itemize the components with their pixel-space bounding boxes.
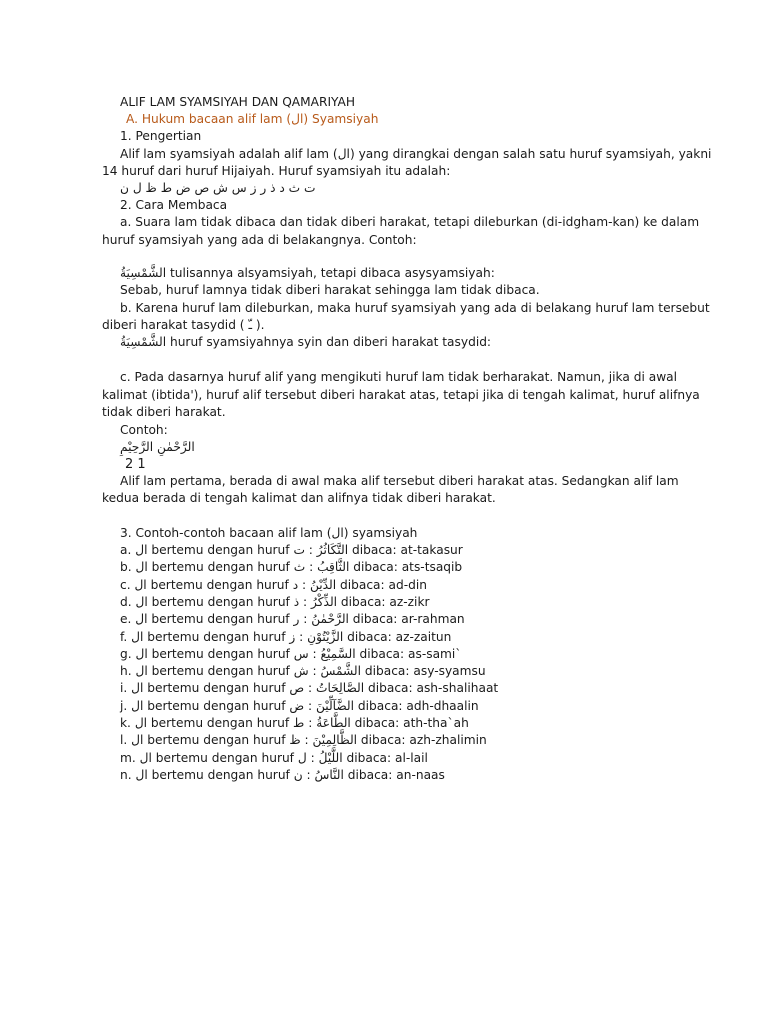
example-item-arabic-word: الدِّيْنُ <box>309 577 337 592</box>
example-item-letter-label: e. <box>120 612 136 627</box>
example-item-al: ال <box>139 750 152 765</box>
example-item-arabic-word: الذِّكْرُ <box>311 594 338 609</box>
example-item-al: ال <box>134 577 147 592</box>
example-item <box>120 593 430 611</box>
example-item-arabic-word: السَّمِيْعُ <box>320 646 356 661</box>
example-item-reading: dibaca: ath-tha`ah <box>350 716 469 730</box>
example-item-letter-label: a. <box>120 543 136 557</box>
example-item-reading: dibaca: at-takasur <box>348 543 463 557</box>
example-item-huruf: ث <box>293 560 306 575</box>
example-item-colon: : <box>299 594 312 609</box>
example-2-arabic: الشَّمْسِيَةُ <box>120 335 167 349</box>
example-2-text: huruf syamsiyahnya syin dan diberi harakat tasydid: <box>166 335 492 349</box>
example-item-huruf: ز <box>289 629 296 644</box>
example-item-colon: : <box>305 560 318 575</box>
example-item-letter-label: l. <box>120 733 132 748</box>
pengertian-heading: 1. Pengertian <box>120 129 202 143</box>
explanation-text-2: kedua berada di tengah kalimat dan alifnya tidak diberi harakat. <box>102 491 496 505</box>
example-item-colon: : <box>304 716 317 730</box>
example-item-letter-label: f. <box>120 629 132 644</box>
example-item-al: ال <box>135 612 148 627</box>
example-item-al: ال <box>131 629 144 644</box>
example-item-huruf: ش <box>293 664 309 679</box>
section-a-heading: A. Hukum bacaan alif lam (ال) Syamsiyah <box>126 112 379 126</box>
example-item-reading: dibaca: azh-zhalimin <box>357 733 487 748</box>
example-item-connector: bertemu dengan huruf <box>151 750 298 765</box>
example-item <box>120 645 461 663</box>
example-item-huruf: ن <box>293 767 303 782</box>
example-1-line <box>120 264 495 282</box>
example-item-connector: bertemu dengan huruf <box>147 594 294 609</box>
example-item-arabic-word: التَّكَاثُرُ <box>316 543 349 557</box>
example-item-huruf: ظ <box>289 733 301 748</box>
example-item-colon: : <box>308 664 321 679</box>
example-item-connector: bertemu dengan huruf <box>143 629 290 644</box>
pengertian-text-1: Alif lam syamsiyah adalah alif lam (ال) yang dirangkai dengan salah satu huruf syamsiyah, yakni <box>120 147 712 161</box>
example-item <box>120 610 465 628</box>
example-item-al: ال <box>134 716 148 730</box>
example-item-huruf: د <box>292 577 299 592</box>
syamsiyah-letters: ت ث د ذ ر ز س ش ص ض ط ظ ل ن <box>120 181 316 195</box>
example-item-arabic-word: الثَّاقِبُ <box>317 560 350 575</box>
example-item-colon: : <box>295 629 308 644</box>
example-item-connector: bertemu dengan huruf <box>143 698 290 713</box>
example-item-arabic-word: النَّاسُ <box>314 767 344 782</box>
example-item <box>120 749 428 767</box>
example-item-connector: bertemu dengan huruf <box>146 577 293 592</box>
doc-title: ALIF LAM SYAMSIYAH DAN QAMARIYAH <box>120 95 356 109</box>
example-item-letter-label: i. <box>120 681 132 696</box>
example-item-arabic-word: الضَّآلِّيْنَ <box>315 698 355 713</box>
example-item-huruf: ل <box>297 750 307 765</box>
example-item-reading: dibaca: ash-shalihaat <box>364 681 499 696</box>
example-item-reading: dibaca: asy-syamsu <box>361 664 486 679</box>
example-item <box>120 766 445 784</box>
example-item <box>120 541 463 559</box>
example-item <box>120 628 451 646</box>
example-3-numbers: 2 1 <box>125 457 146 472</box>
cara-c-text-1: c. Pada dasarnya huruf alif yang mengikuti huruf lam tidak berharakat. Namun, jika di awal <box>120 370 678 384</box>
example-2-line <box>120 333 491 351</box>
cara-a-text-2: huruf syamsiyah yang ada di belakangnya. Contoh: <box>102 233 417 247</box>
example-item-huruf: ذ <box>293 594 300 609</box>
example-item-colon: : <box>302 767 315 782</box>
example-item-colon: : <box>306 750 319 765</box>
example-item-reading: dibaca: ar-rahman <box>348 612 465 627</box>
example-item-colon: : <box>299 612 312 627</box>
example-item-arabic-word: الطَّاعَةُ <box>316 716 351 730</box>
example-item-huruf: ت <box>293 543 305 557</box>
example-1-text: tulisannya alsyamsiyah, tetapi dibaca asysyamsiyah: <box>166 266 495 280</box>
cara-c-text-2: kalimat (ibtida'), huruf alif tersebut diberi harakat atas, tetapi jika di tengah kalimat, huruf alifnya <box>102 388 700 402</box>
example-item-al: ال <box>135 543 148 557</box>
example-item-letter-label: c. <box>120 577 135 592</box>
example-item-colon: : <box>304 698 316 713</box>
example-item-colon: : <box>304 543 317 557</box>
example-item <box>120 576 427 594</box>
example-item-huruf: ط <box>293 716 305 730</box>
example-item-letter-label: g. <box>120 646 136 661</box>
example-item-al: ال <box>135 767 148 782</box>
cara-a-text-1: a. Suara lam tidak dibaca dan tidak diberi harakat, tetapi dileburkan (di-idgham-kan) ke dalam <box>120 215 700 229</box>
example-item-arabic-word: الظَّالِمِيْنَ <box>312 733 358 748</box>
example-item-arabic-word: الصَّالِحَاتُ <box>315 681 365 696</box>
example-item <box>120 731 487 749</box>
example-item-huruf: ر <box>293 612 300 627</box>
cara-b-text-2: diberi harakat tasydid ( ـّ ). <box>102 318 265 332</box>
example-item-connector: bertemu dengan huruf <box>147 716 294 730</box>
example-item-connector: bertemu dengan huruf <box>147 664 294 679</box>
example-item-connector: bertemu dengan huruf <box>147 646 294 661</box>
example-item-arabic-word: الرَّحْمٰنُ <box>311 612 349 627</box>
example-item-huruf: ص <box>289 681 305 696</box>
example-item-connector: bertemu dengan huruf <box>143 681 290 696</box>
example-item <box>120 679 498 697</box>
example-item-arabic-word: اللَّيْلُ <box>318 750 343 765</box>
example-item-letter-label: h. <box>120 664 136 679</box>
example-item-arabic-word: الشَّمْسُ <box>320 664 362 679</box>
example-item-reading: dibaca: as-sami` <box>355 646 462 661</box>
example-item-huruf: س <box>293 646 309 661</box>
example-item-al: ال <box>135 594 148 609</box>
example-item-colon: : <box>304 681 316 696</box>
cara-b-text-1: b. Karena huruf lam dileburkan, maka huruf syamsiyah yang ada di belakang huruf lam tersebut <box>120 301 710 315</box>
example-item-reading: dibaca: az-zikr <box>337 594 430 609</box>
example-item <box>120 714 469 732</box>
explanation-text-1: Alif lam pertama, berada di awal maka alif tersebut diberi harakat atas. Sedangkan alif lam <box>120 474 679 488</box>
example-item-arabic-word: الزَّيْتُوْنِ <box>307 629 344 644</box>
example-item-reading: dibaca: az-zaitun <box>343 629 452 644</box>
example-item-al: ال <box>131 733 144 748</box>
example-item-connector: bertemu dengan huruf <box>147 767 294 782</box>
example-item-al: ال <box>135 664 148 679</box>
example-item-letter-label: d. <box>120 594 136 609</box>
example-item-reading: dibaca: an-naas <box>343 767 445 782</box>
example-item-reading: dibaca: ats-tsaqib <box>349 560 463 575</box>
example-item-reading: dibaca: adh-dhaalin <box>354 698 479 713</box>
contoh-contoh-heading: 3. Contoh-contoh bacaan alif lam (ال) syamsiyah <box>120 526 418 540</box>
example-item-connector: bertemu dengan huruf <box>147 543 294 557</box>
example-item-huruf: ض <box>289 698 305 713</box>
example-item <box>120 697 479 715</box>
example-item-connector: bertemu dengan huruf <box>147 612 294 627</box>
example-item-colon: : <box>298 577 310 592</box>
cara-c-text-3: tidak diberi harakat. <box>102 405 226 419</box>
example-item-al: ال <box>135 646 148 661</box>
example-item-al: ال <box>131 681 144 696</box>
example-item-letter-label: n. <box>120 767 136 782</box>
example-item-connector: bertemu dengan huruf <box>147 560 294 575</box>
example-item-letter-label: m. <box>120 750 140 765</box>
cara-membaca-heading: 2. Cara Membaca <box>120 198 228 212</box>
example-item-al: ال <box>135 560 148 575</box>
example-item-al: ال <box>131 698 144 713</box>
sebab-text: Sebab, huruf lamnya tidak diberi harakat sehingga lam tidak dibaca. <box>120 283 540 297</box>
example-3-arabic: الرَّحْمٰنِ الرَّحِيْمِ <box>120 440 195 454</box>
example-item-reading: dibaca: ad-din <box>336 577 427 592</box>
example-item-reading: dibaca: al-lail <box>342 750 428 765</box>
example-item-letter-label: b. <box>120 560 136 575</box>
pengertian-text-2: 14 huruf dari huruf Hijaiyah. Huruf syamsiyah itu adalah: <box>102 164 451 178</box>
example-item-letter-label: k. <box>120 716 135 730</box>
example-item-connector: bertemu dengan huruf <box>143 733 290 748</box>
example-item <box>120 662 486 680</box>
example-item <box>120 558 462 576</box>
example-1-arabic: الشَّمْسِيَةُ <box>120 266 167 280</box>
example-item-letter-label: j. <box>120 698 132 713</box>
example-item-colon: : <box>300 733 313 748</box>
contoh-label: Contoh: <box>120 423 168 437</box>
example-item-colon: : <box>308 646 321 661</box>
